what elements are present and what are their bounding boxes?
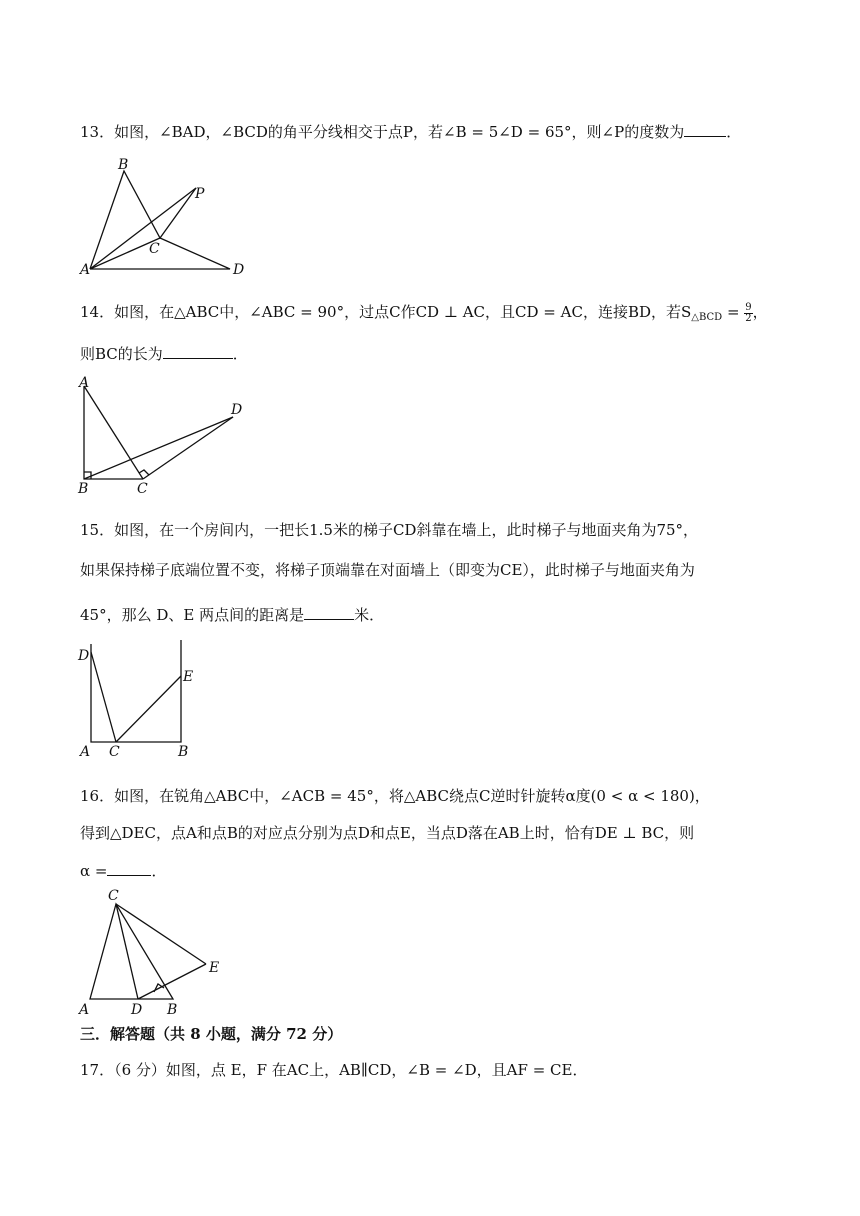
q15-room-walls xyxy=(91,640,181,742)
q14-end: ． xyxy=(232,345,248,363)
q14-line2: 则BC的长为 xyxy=(80,345,163,363)
q14-line-cd xyxy=(143,417,233,479)
answer-blank xyxy=(304,603,354,620)
q15-end: 米． xyxy=(354,606,385,624)
q14-text xyxy=(80,302,768,328)
section3-title: 三．解答题（共 8 小题，满分 72 分） xyxy=(80,1025,343,1043)
q16-label-e: E xyxy=(209,960,220,976)
q15-line1: 15．如图，在一个房间内，一把长1.5米的梯子CD斜靠在墙上，此时梯子与地面夹角为75°， xyxy=(80,521,699,539)
q13-label-b: B xyxy=(118,157,129,173)
q16-figure xyxy=(76,884,236,1019)
q15-line2: 如果保持梯子底端位置不变，将梯子顶端靠在对面墙上（即变为CE），此时梯子与地面夹角为 xyxy=(80,561,695,579)
q16-text-line2 xyxy=(80,823,694,843)
q14-fraction xyxy=(744,303,752,324)
q16-end: ． xyxy=(151,862,167,880)
q15-figure xyxy=(76,638,206,763)
q15-text-line1 xyxy=(80,520,698,540)
q13-label-d: D xyxy=(233,262,245,278)
q15-label-b: B xyxy=(178,744,189,760)
q14-stem-c: ， xyxy=(752,303,768,321)
q15-text-line2 xyxy=(80,560,695,580)
q13-text xyxy=(80,120,741,142)
q16-line-ce xyxy=(116,904,206,964)
q13-line-ap xyxy=(90,188,196,269)
q15-label-c: C xyxy=(109,744,120,760)
q16-label-a: A xyxy=(79,1002,90,1018)
q14-subscript: △BCD xyxy=(691,312,723,323)
q14-label-d: D xyxy=(231,402,243,418)
answer-blank xyxy=(107,859,151,876)
q16-line3: α = xyxy=(80,862,108,880)
q13-end: ． xyxy=(726,123,742,141)
q16-label-b: B xyxy=(167,1002,178,1018)
q14-text-line2 xyxy=(80,342,248,364)
q15-label-e: E xyxy=(183,669,194,685)
q14-stem-b: = xyxy=(722,303,745,321)
q13-label-a: A xyxy=(80,262,91,278)
q14-label-b: B xyxy=(78,481,89,497)
q14-stem-a: 14．如图，在△ABC中，∠ABC = 90°，过点C作CD ⊥ AC，且CD = AC，连接BD，若S xyxy=(80,303,692,321)
q14-label-c: C xyxy=(137,481,148,497)
q15-ladder-cd xyxy=(91,652,116,742)
q15-line3: 45°，那么 D、E 两点间的距离是 xyxy=(80,606,305,624)
q16-line-cd xyxy=(116,904,138,999)
q13-figure xyxy=(78,154,258,279)
answer-blank xyxy=(163,342,233,359)
q14-line-ac xyxy=(84,386,143,479)
q16-label-c: C xyxy=(108,888,119,904)
q13-label-p: P xyxy=(195,186,205,202)
q15-ladder-ce xyxy=(116,676,181,742)
section-heading xyxy=(80,1024,342,1044)
q16-label-d: D xyxy=(131,1002,143,1018)
q17-stem: 17．（6 分）如图，点 E，F 在AC上，AB∥CD，∠B = ∠D，且AF = CE． xyxy=(80,1061,588,1079)
q15-label-d: D xyxy=(78,648,90,664)
q13-lines-abcp xyxy=(90,171,196,269)
q15-text-line3 xyxy=(80,603,384,625)
q16-text-line3 xyxy=(80,859,166,881)
q16-line1: 16．如图，在锐角△ABC中，∠ACB = 45°，将△ABC绕点C逆时针旋转α度(0 < α < 180)， xyxy=(80,787,710,805)
q14-figure xyxy=(76,373,256,498)
q16-line2: 得到△DEC，点A和点B的对应点分别为点D和点E，当点D落在AB上时，恰有DE ⊥ BC，则 xyxy=(80,824,695,842)
q13-stem: 13．如图，∠BAD，∠BCD的角平分线相交于点P，若∠B = 5∠D = 65°，则∠P的度数为 xyxy=(80,123,685,141)
answer-blank xyxy=(684,120,726,137)
q17-text xyxy=(80,1060,587,1080)
q16-text-line1 xyxy=(80,786,710,806)
q14-label-a: A xyxy=(79,375,90,391)
q14-line-bd xyxy=(84,417,233,479)
q15-label-a: A xyxy=(80,744,91,760)
q14-numerator: 9 xyxy=(745,301,752,313)
q13-label-c: C xyxy=(149,241,160,257)
q16-triangle-abc xyxy=(90,904,173,999)
q16-line-de xyxy=(138,964,206,999)
q14-denominator: 2 xyxy=(745,312,752,324)
